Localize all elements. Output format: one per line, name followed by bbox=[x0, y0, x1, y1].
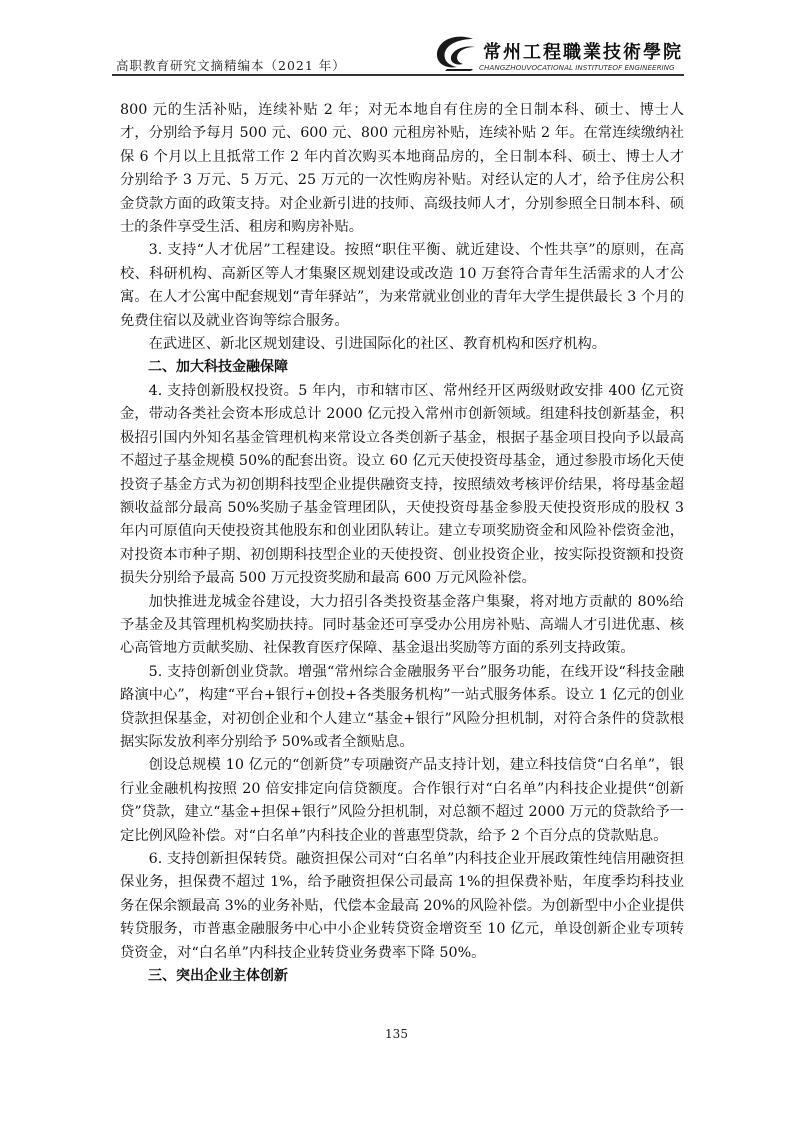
page-number: 135 bbox=[385, 1027, 408, 1041]
paragraph-innovation-loan: 创设总规模 10 亿元的“创新贷”专项融资产品支持计划，建立科技信贷“白名单”，银行业金融机构按照 20 倍安排定向信贷额度。合作银行对“白名单”内科技企业提供“创新贷”贷款，建立“基金+担保+银行”风险分担机制，对总额不超过 2000 万元的贷款给予一定比例风险补偿。对“白名单”内科技企业的普惠型贷款，给予 2 个百分点的贷款贴息。 bbox=[120, 757, 684, 844]
institution-emblem-icon bbox=[433, 33, 477, 73]
section-heading-tech-finance: 二、加大科技金融保障 bbox=[148, 359, 288, 376]
institution-name-english: CHANGZHOUVOCATIONAL INSTITUTEOF ENGINEERING bbox=[479, 63, 675, 72]
paragraph-talent-housing: 3. 支持“人才优居”工程建设。按照“职住平衡、就近建设、个性共享”的原则，在高校、科研机构、高新区等人才集聚区规划建设或改造 10 万套符合青年生活需求的人才公寓。在人才公寓中配套规划“青年驿站”，为来常就业创业的青年大学生提供最长 3 个月的免费住宿以及就业咨询等综合服务。 bbox=[120, 242, 684, 329]
institution-name: 常州工程職業技術學院 bbox=[483, 42, 683, 63]
article-body bbox=[120, 99, 684, 988]
running-title: 高职教育研究文摘精编本（2021 年） bbox=[116, 58, 346, 73]
section-heading-enterprise-innovation: 三、突出企业主体创新 bbox=[148, 968, 288, 985]
paragraph-startup-loans: 5. 支持创新创业贷款。增强“常州综合金融服务平台”服务功能，在线开设“科技金融路演中心”，构建“平台+银行+创投+各类服务机构”一站式服务体系。设立 1 亿元的创业贷款担保基金，对初创企业和个人建立“基金+银行”风险分担机制，对符合条件的贷款根据实际发放利率分别给予 50%或者全额贴息。 bbox=[120, 663, 684, 750]
institution-logo bbox=[433, 33, 683, 77]
header-divider bbox=[112, 74, 684, 76]
paragraph-longcheng-jingu: 加快推进龙城金谷建设，大力招引各类投资基金落户集聚，将对地方贡献的 80%给予基金及其管理机构奖励扶持。同时基金还可享受办公用房补贴、高端人才引进优惠、核心高管地方贡献奖励、社保教育医疗保障、基金退出奖励等方面的系列支持政策。 bbox=[120, 593, 684, 657]
paragraph-guarantee-refinancing: 6. 支持创新担保转贷。融资担保公司对“白名单”内科技企业开展政策性纯信用融资担保业务，担保费不超过 1%，给予融资担保公司最高 1%的担保费补贴，年度季均科技业务在保余额最高 3%的业务补贴，代偿本金最高 20%的风险补偿。为创新型中小企业提供转贷服务，市普惠金融服务中心中小企业转贷资金增资至 10 亿元，单设创新企业专项转贷资金，对“白名单”内科技企业转贷业务费率下降 50%。 bbox=[120, 851, 684, 961]
paragraph-housing-subsidy: 800 元的生活补贴，连续补贴 2 年；对无本地自有住房的全日制本科、硕士、博士人才，分别给予每月 500 元、600 元、800 元租房补贴，连续补贴 2 年。在常连续缴纳社保 6 个月以上且抵常工作 2 年内首次购买本地商品房的，全日制本科、硕士、博士人才分别给予 3 万元、5 万元、25 万元的一次性购房补贴。对经认定的人才，给予住房公积金贷款方面的政策支持。对企业新引进的技师、高级技师人才，分别参照全日制本科、硕士的条件享受生活、租房和购房补贴。 bbox=[120, 102, 684, 236]
paragraph-equity-investment: 4. 支持创新股权投资。5 年内，市和辖市区、常州经开区两级财政安排 400 亿元资金，带动各类社会资本形成总计 2000 亿元投入常州市创新领域。组建科技创新基金，积极招引国内外知名基金管理机构来常设立各类创新子基金，根据子基金项目投向予以最高不超过子基金规模 50%的配套出资。设立 60 亿元天使投资母基金，通过参股市场化天使投资子基金方式为初创期科技型企业提供融资支持，按照绩效考核评价结果，将母基金超额收益部分最高 50%奖励子基金管理团队，天使投资母基金参股天使投资形成的股权 3 年内可原值向天使投资其他股东和创业团队转让。建立专项奖励资金和风险补偿资金池，对投资本市种子期、初创期科技型企业的天使投资、创业投资企业，按实际投资额和投资损失分别给予最高 500 万元投资奖励和最高 600 万元风险补偿。 bbox=[120, 382, 684, 587]
paragraph-international-community: 在武进区、新北区规划建设、引进国际化的社区、教育机构和医疗机构。 bbox=[148, 336, 607, 353]
